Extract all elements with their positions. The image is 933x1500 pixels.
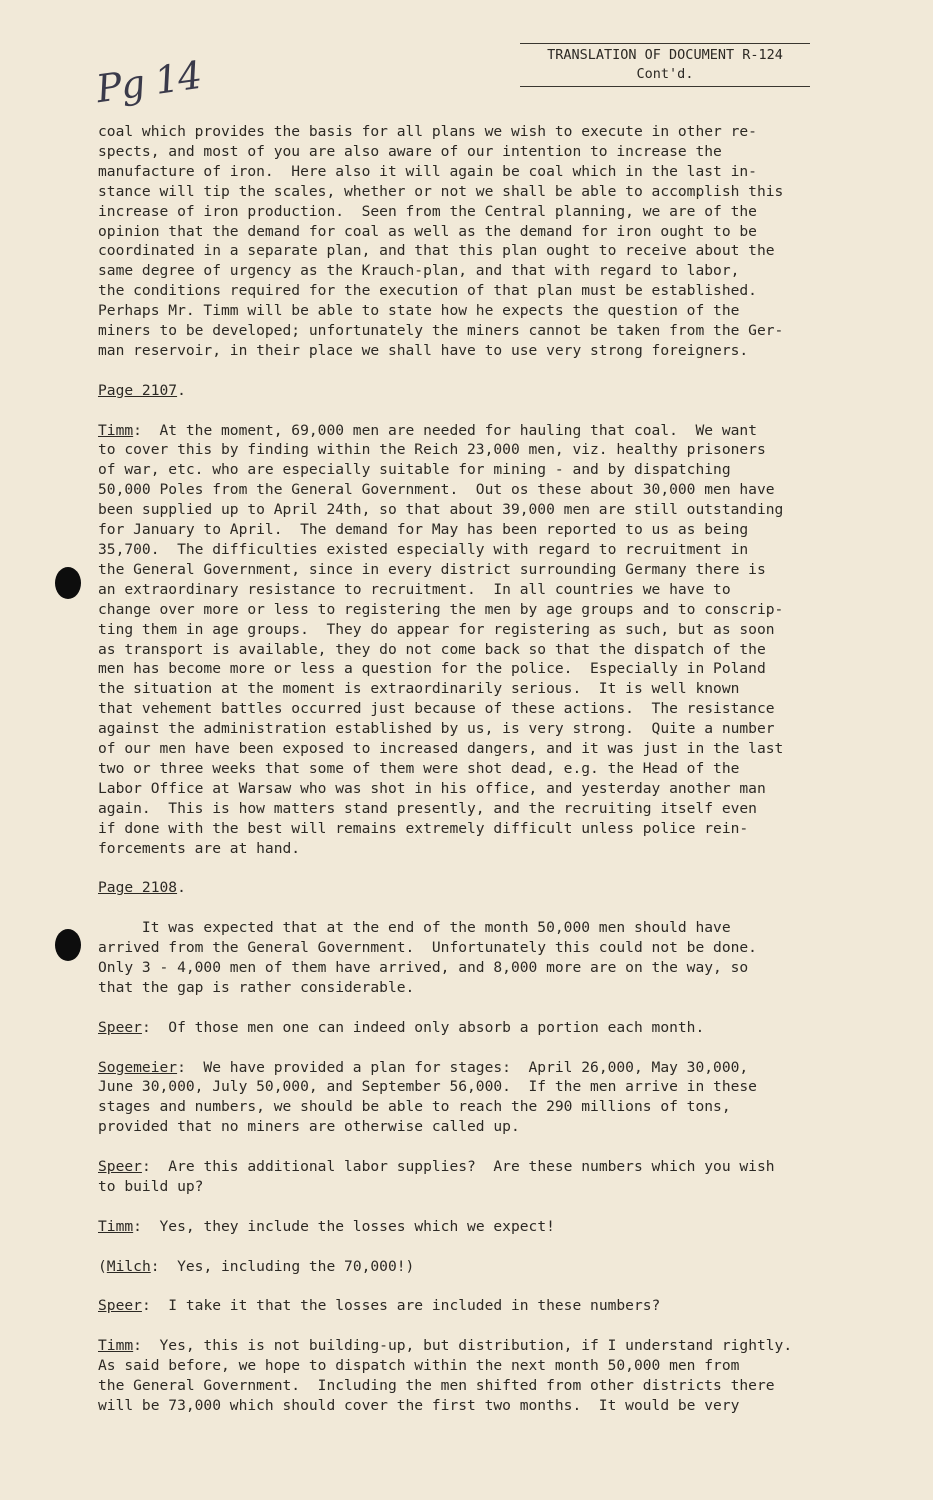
page-2107-heading (98, 381, 878, 401)
handwritten-page-note: Pg 14 (93, 52, 204, 112)
text-line: that vehement battles occurred just because of these actions. The resistance (98, 700, 775, 718)
text-line: that the gap is rather considerable. (98, 978, 415, 996)
text-line: manufacture of iron. Here also it will again be coal which in the last in- (98, 162, 757, 180)
speaker-name: Timm (98, 1217, 134, 1235)
document-body (98, 122, 878, 1416)
text-line: stance will tip the scales, whether or not we shall be able to accomplish this (98, 182, 784, 200)
punch-hole (55, 929, 81, 961)
speaker-name: Milch (106, 1257, 151, 1275)
punch-hole (55, 567, 81, 599)
text-line: coal which provides the basis for all plans we wish to execute in other re- (98, 123, 757, 140)
speaker-name: Sogemeier (98, 1058, 178, 1076)
text-line: 50,000 Poles from the General Government. Out os these about 30,000 men have (98, 481, 775, 499)
document-header (520, 43, 810, 87)
speaker-name: Speer (98, 1018, 142, 1036)
text-fragment: : We have provided a plan for stages: April 26,000, May 30,000, (177, 1058, 749, 1076)
page-label: Page 2108 (98, 879, 178, 897)
text-line (98, 421, 878, 441)
header-top-rule (520, 43, 810, 44)
text-line: coordinated in a separate plan, and that this plan ought to receive about the (98, 242, 775, 260)
text-line: stages and numbers, we should be able to reach the 290 millions of tons, (98, 1098, 731, 1116)
text-line: arrived from the General Government. Unfortunately this could not be done. (98, 939, 757, 957)
text-line: June 30,000, July 50,000, and September 56,000. If the men arrive in these (98, 1078, 757, 1096)
text-line: the situation at the moment is extraordinarily serious. It is well known (98, 680, 740, 698)
text-fragment: ( (98, 1257, 107, 1275)
text-line: Perhaps Mr. Timm will be able to state how he expects the question of the (98, 302, 740, 320)
text-line: man reservoir, in their place we shall have to use very strong foreigners. (98, 341, 749, 359)
speer-statement-2 (98, 1157, 878, 1197)
text-line: It was expected that at the end of the month 50,000 men should have (98, 919, 731, 937)
text-line: for January to April. The demand for May has been reported to us as being (98, 521, 749, 539)
header-subtitle: Cont'd. (636, 66, 694, 82)
text-fragment: : Of those men one can indeed only absorb a portion each month. (141, 1018, 705, 1036)
text-line: again. This is how matters stand presently, and the recruiting itself even (98, 799, 757, 817)
text-line: provided that no miners are otherwise called up. (98, 1118, 520, 1136)
text-line: to build up? (98, 1177, 204, 1195)
text-line: same degree of urgency as the Krauch-plan, and that with regard to labor, (98, 262, 740, 280)
text-line: the General Government. Including the men shifted from other districts there (98, 1376, 775, 1394)
text-line: Only 3 - 4,000 men of them have arrived, and 8,000 more are on the way, so (98, 959, 749, 976)
text-line: increase of iron production. Seen from the Central planning, we are of the (98, 202, 757, 220)
text-line: of our men have been exposed to increased dangers, and it was just in the last (98, 740, 784, 758)
text-line: two or three weeks that some of them were shot dead, e.g. the Head of the (98, 759, 740, 777)
text-line: against the administration established by us, is very strong. Quite a number (98, 720, 775, 738)
text-line: if done with the best will remains extremely difficult unless police rein- (98, 819, 749, 837)
page-label-suffix: . (177, 879, 186, 897)
text-line: opinion that the demand for coal as well as the demand for iron ought to be (98, 222, 757, 240)
text-line: of war, etc. who are especially suitable for mining - and by dispatching (98, 461, 731, 479)
text-fragment: : Yes, they include the losses which we expect! (133, 1217, 555, 1235)
text-line (98, 1157, 878, 1177)
text-line: spects, and most of you are also aware of our intention to increase the (98, 142, 722, 160)
speer-statement-3 (98, 1296, 878, 1316)
milch-statement (98, 1257, 878, 1277)
text-line: been supplied up to April 24th, so that about 39,000 men are still outstanding (98, 501, 784, 519)
text-line: the conditions required for the execution of that plan must be established. (98, 282, 757, 300)
sogemeier-statement (98, 1058, 878, 1138)
speaker-name: Speer (98, 1158, 142, 1176)
page-2108-paragraph (98, 918, 878, 998)
text-line (98, 1058, 878, 1078)
speaker-name: Speer (98, 1297, 142, 1315)
text-line: miners to be developed; unfortunately the miners cannot be taken from the Ger- (98, 322, 784, 340)
speaker-name: Timm (98, 421, 134, 439)
speer-statement-1 (98, 1018, 878, 1038)
text-fragment: : Yes, including the 70,000!) (150, 1257, 415, 1275)
text-line: as transport is available, they do not come back so that the dispatch of the (98, 640, 766, 658)
page-2108-heading (98, 878, 878, 898)
text-fragment: : Are this additional labor supplies? Are these numbers which you wish (141, 1158, 775, 1176)
text-line: forcements are at hand. (98, 839, 301, 857)
opening-paragraph (98, 122, 878, 361)
text-line: As said before, we hope to dispatch within the next month 50,000 men from (98, 1357, 740, 1375)
header-title: TRANSLATION OF DOCUMENT R-124 (547, 47, 783, 63)
text-line (98, 1336, 878, 1356)
timm-statement-1 (98, 421, 878, 859)
text-line: Labor Office at Warsaw who was shot in his office, and yesterday another man (98, 779, 766, 797)
text-line: men has become more or less a question for the police. Especially in Poland (98, 660, 766, 678)
speaker-name: Timm (98, 1337, 134, 1355)
text-line: change over more or less to registering the men by age groups and to conscrip- (98, 600, 784, 618)
text-fragment: : Yes, this is not building-up, but distribution, if I understand rightly. (133, 1337, 793, 1355)
page-label: Page 2107 (98, 381, 178, 399)
page-label-suffix: . (177, 381, 186, 399)
text-fragment: : I take it that the losses are included in these numbers? (141, 1297, 661, 1315)
text-line: 35,700. The difficulties existed especially with regard to recruitment in (98, 541, 749, 558)
text-line: ting them in age groups. They do appear for registering as such, but as soon (98, 620, 775, 638)
timm-statement-3 (98, 1336, 878, 1416)
text-fragment: : At the moment, 69,000 men are needed for hauling that coal. We want (133, 421, 757, 439)
text-line: an extraordinary resistance to recruitment. In all countries we have to (98, 580, 731, 598)
text-line: to cover this by finding within the Reich 23,000 men, viz. healthy prisoners (98, 441, 766, 459)
text-line: will be 73,000 which should cover the first two months. It would be very (98, 1396, 740, 1414)
text-line: the General Government, since in every district surrounding Germany there is (98, 560, 766, 578)
header-bottom-rule (520, 86, 810, 87)
timm-statement-2 (98, 1217, 878, 1237)
